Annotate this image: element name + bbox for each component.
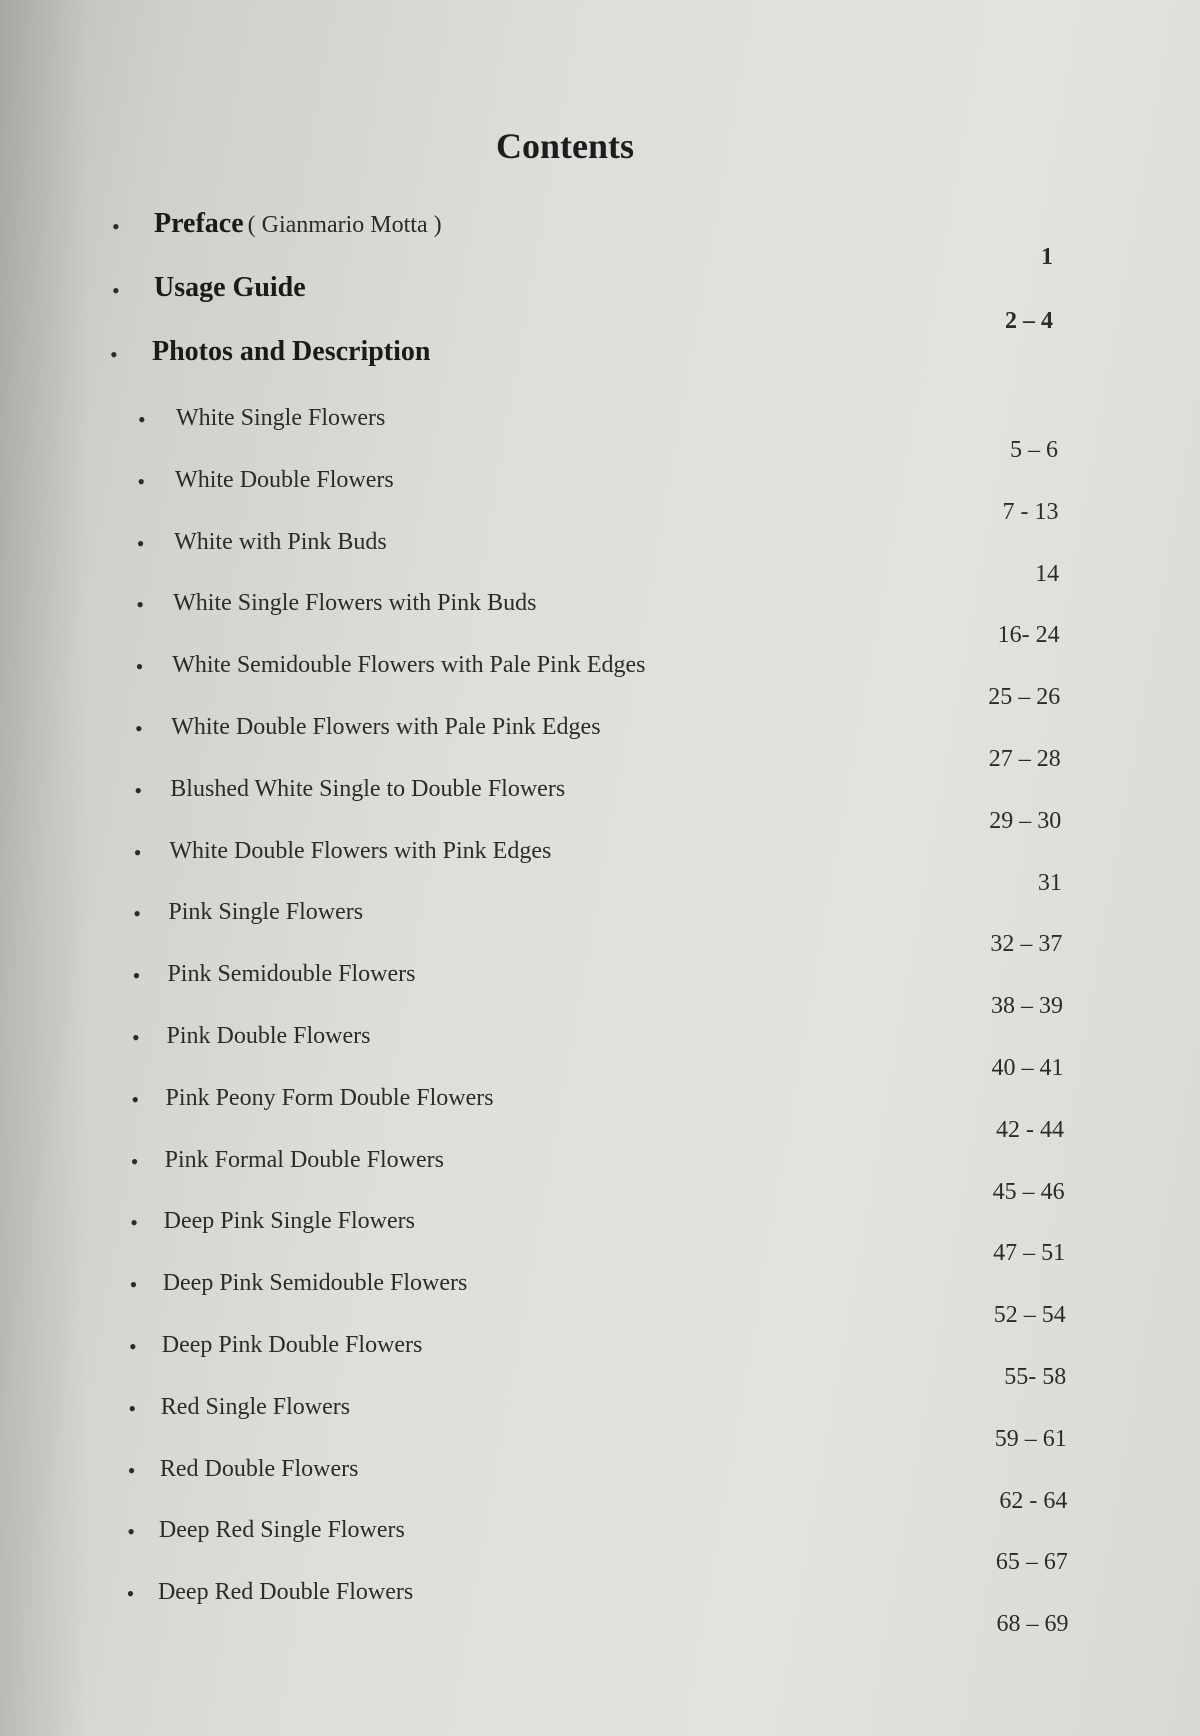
bullet-icon: •: [138, 407, 146, 432]
entry-pages: 29 – 30: [989, 807, 1062, 834]
bullet-icon: •: [127, 1519, 135, 1545]
bullet-icon: •: [112, 214, 120, 239]
bullet-icon: •: [130, 1210, 138, 1236]
bullet-icon: •: [128, 1395, 137, 1421]
entry-label: Red Double Flowers: [159, 1455, 359, 1482]
entry-label: Deep Pink Single Flowers: [163, 1208, 415, 1235]
entry-label: Preface: [154, 208, 244, 239]
entry-label: Pink Single Flowers: [168, 899, 364, 926]
entry-label: Pink Semidouble Flowers: [167, 961, 416, 988]
entry-label: Deep Pink Semidouble Flowers: [162, 1270, 468, 1297]
entry-label: Red Single Flowers: [160, 1393, 351, 1420]
bullet-icon: •: [112, 278, 120, 303]
entry-pages: 32 – 37: [990, 931, 1063, 958]
entry-label: White Semidouble Flowers with Pale Pink Edges: [172, 652, 646, 679]
entry-pages: 42 - 44: [996, 1116, 1065, 1143]
entry-pages: 1: [1041, 244, 1053, 270]
entry-pages: 65 – 67: [995, 1549, 1068, 1576]
entry-label: White Single Flowers with Pink Buds: [173, 590, 537, 617]
bullet-icon: •: [137, 468, 146, 494]
entry-label: Pink Double Flowers: [166, 1023, 371, 1049]
entry-pages: 2 – 4: [1005, 308, 1053, 334]
entry-pages: 47 – 51: [993, 1240, 1066, 1267]
bullet-icon: •: [135, 716, 143, 741]
bullet-icon: •: [132, 963, 141, 989]
entry-pages: 25 – 26: [988, 684, 1061, 711]
entry-pages: 59 – 61: [994, 1425, 1067, 1452]
entry-label: White Single Flowers: [176, 405, 386, 431]
entry-pages: 5 – 6: [1010, 437, 1058, 463]
bullet-icon: •: [129, 1272, 138, 1298]
entry-pages: 38 – 39: [990, 993, 1063, 1020]
entry-label: Deep Pink Double Flowers: [161, 1332, 423, 1358]
entry-pages: 14: [1035, 560, 1060, 587]
entry-label: Pink Peony Form Double Flowers: [165, 1084, 494, 1111]
bullet-icon: •: [126, 1581, 135, 1607]
entry-author: ( Gianmario Motta ): [247, 212, 442, 238]
bullet-icon: •: [136, 530, 145, 556]
bullet-icon: •: [127, 1457, 136, 1483]
entry-label: White with Pink Buds: [174, 528, 387, 555]
bullet-icon: •: [130, 1148, 139, 1174]
entry-label: Pink Formal Double Flowers: [164, 1146, 444, 1173]
bullet-icon: •: [133, 901, 141, 927]
entry-pages: 62 - 64: [999, 1487, 1068, 1514]
entry-pages: 31: [1037, 869, 1062, 896]
bullet-icon: •: [136, 592, 144, 618]
entry-label: White Double Flowers with Pink Edges: [169, 837, 552, 864]
bullet-icon: •: [132, 1025, 140, 1050]
page-title: Contents: [495, 126, 634, 166]
bullet-icon: •: [131, 1086, 140, 1112]
bullet-icon: •: [110, 342, 118, 367]
entry-label: White Double Flowers with Pale Pink Edges: [171, 714, 601, 740]
bullet-icon: •: [133, 839, 142, 865]
bullet-icon: •: [129, 1334, 137, 1359]
page-shadow: [0, 0, 90, 1736]
entry-label: Deep Red Single Flowers: [158, 1517, 405, 1544]
entry-pages: 68 – 69: [996, 1611, 1069, 1638]
bullet-icon: •: [134, 777, 143, 803]
bullet-icon: •: [135, 654, 144, 680]
entry-label: Blushed White Single to Double Flowers: [170, 775, 566, 802]
entry-pages: 16- 24: [997, 622, 1060, 649]
entry-label: Deep Red Double Flowers: [157, 1579, 414, 1606]
entry-pages: 7 - 13: [1002, 498, 1059, 525]
entry-pages: 45 – 46: [992, 1178, 1065, 1205]
entry-label: White Double Flowers: [175, 466, 394, 493]
entry-label: Usage Guide: [154, 272, 306, 303]
entry-label: Photos and Description: [152, 336, 431, 367]
entry-pages: 27 – 28: [988, 746, 1061, 772]
entry-pages: 40 – 41: [991, 1055, 1064, 1081]
entry-pages: 55- 58: [1004, 1364, 1067, 1390]
entry-pages: 52 – 54: [993, 1302, 1066, 1329]
